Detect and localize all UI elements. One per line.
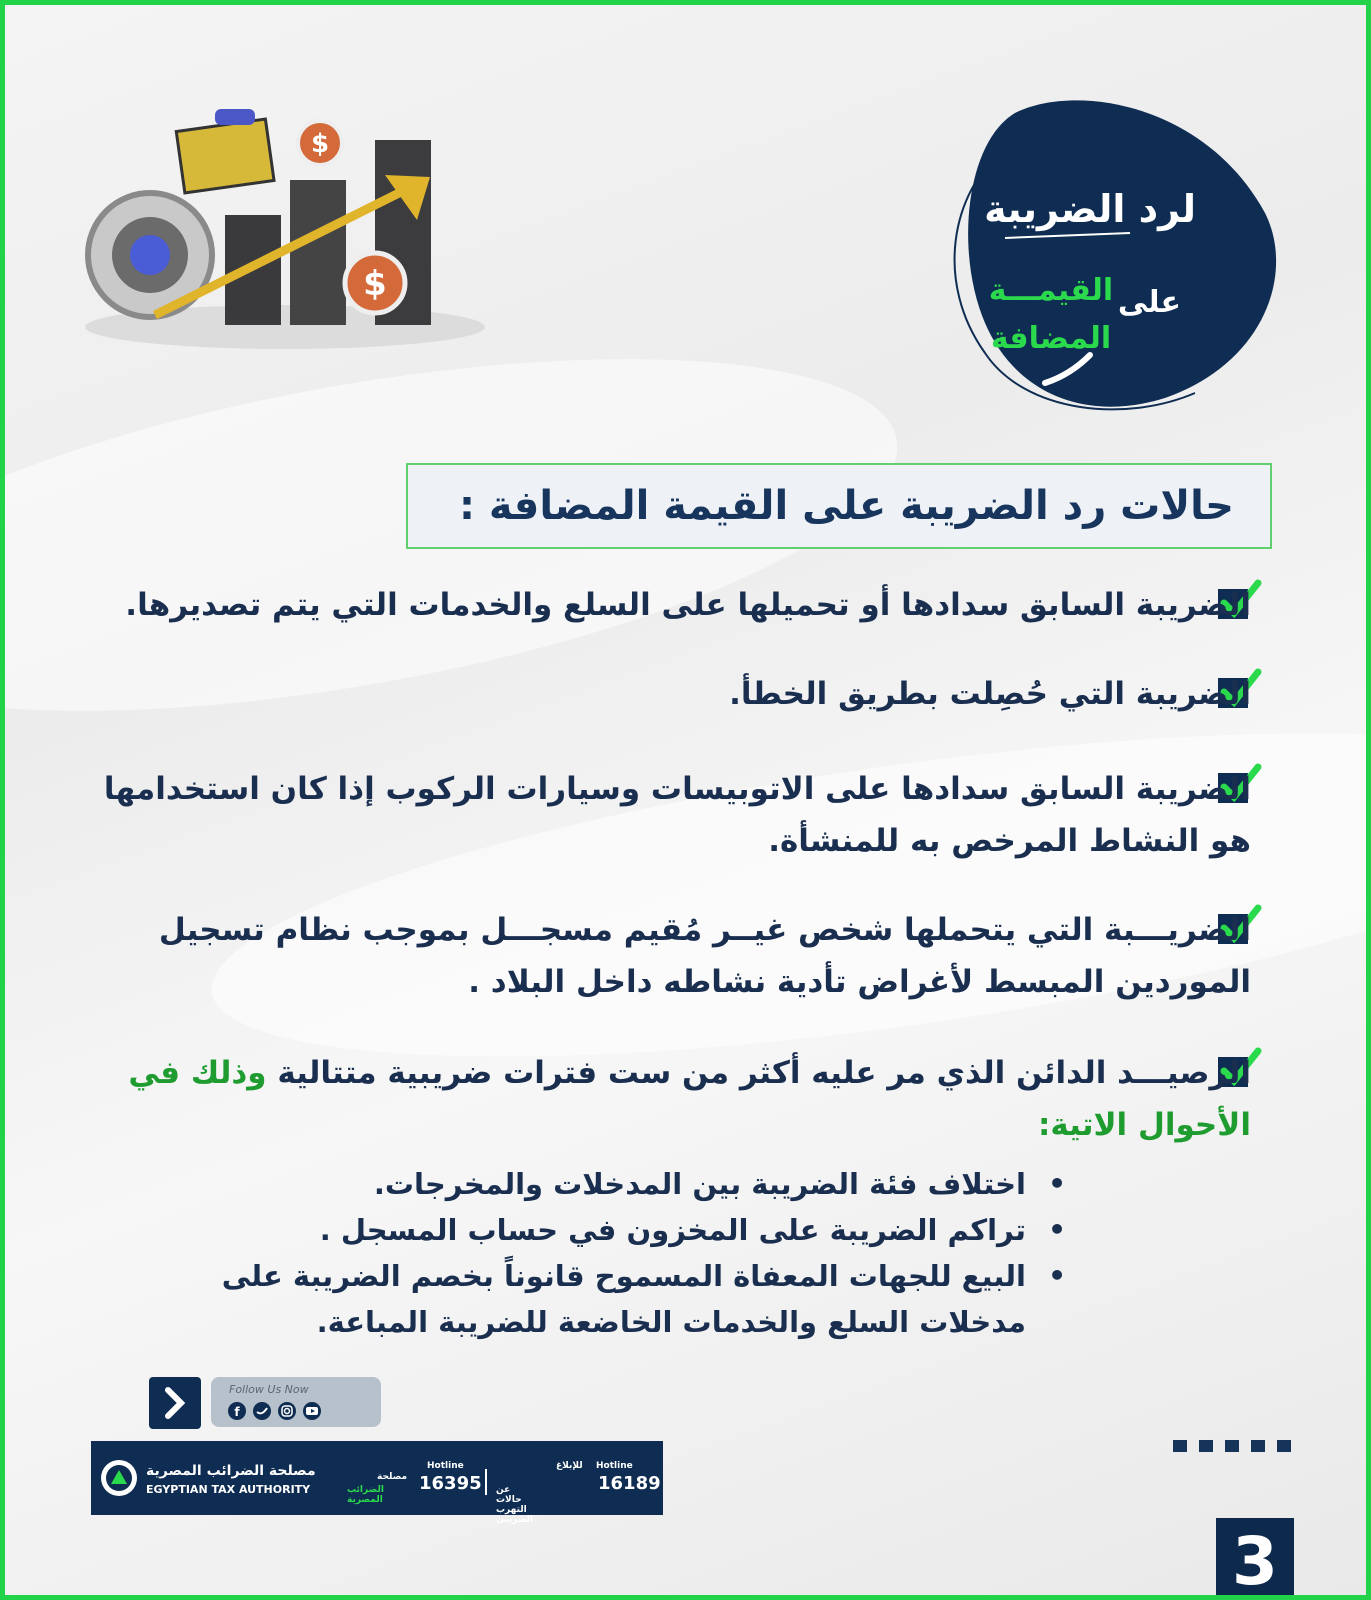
hotline-label: Hotline bbox=[596, 1461, 633, 1471]
youtube-icon[interactable] bbox=[303, 1402, 321, 1420]
svg-text:f: f bbox=[234, 1405, 240, 1419]
next-button[interactable] bbox=[149, 1377, 201, 1429]
list-item: الضريبة السابق سدادها أو تحميلها على السلع والخدمات التي يتم تصديرها. bbox=[125, 587, 1251, 623]
dot bbox=[1225, 1440, 1239, 1452]
page-number: 3 bbox=[1216, 1518, 1294, 1600]
social-icons bbox=[227, 1401, 327, 1421]
hotline-sub: مصلحة bbox=[377, 1472, 408, 1482]
list-item-text: الرصيـــد الدائن الذي مر عليه أكثر من ست فترات ضريبية متتالية bbox=[277, 1055, 1251, 1091]
chevron-right-icon bbox=[149, 1377, 201, 1429]
business-growth-illustration bbox=[85, 95, 505, 355]
follow-us-box bbox=[211, 1377, 381, 1427]
dot bbox=[1277, 1440, 1291, 1452]
dot bbox=[1173, 1440, 1187, 1452]
list-item bbox=[87, 1047, 1251, 1151]
authority-name-ar: مصلحة الضرائب المصرية bbox=[146, 1463, 316, 1479]
badge-subtitle-line1: القيمـــة bbox=[988, 273, 1114, 308]
hotline-label: Hotline bbox=[427, 1461, 464, 1471]
instagram-icon[interactable] bbox=[278, 1402, 296, 1420]
dot bbox=[1251, 1440, 1265, 1452]
tax-authority-logo bbox=[99, 1458, 139, 1498]
sub-bullet-list bbox=[135, 1161, 1066, 1345]
hotline-sub: عن حالات التهرب الضريبي bbox=[496, 1485, 534, 1525]
bullet-item: • البيع للجهات المعفاة المسموح قانوناً بخصم الضريبة على مدخلات السلع والخدمات الخاضعة للضريبة المباعة. bbox=[135, 1253, 1066, 1345]
section-heading bbox=[406, 463, 1272, 549]
dot bbox=[1199, 1440, 1213, 1452]
section-heading-text: حالات رد الضريبة على القيمة المضافة : bbox=[458, 483, 1234, 529]
divider bbox=[485, 1469, 487, 1495]
footer-bar bbox=[91, 1441, 663, 1525]
list-item-highlight: وذلك في الأحوال الاتية: bbox=[128, 1055, 1251, 1143]
authority-name-en: EGYPTIAN TAX AUTHORITY bbox=[146, 1483, 311, 1496]
facebook-icon[interactable] bbox=[228, 1402, 246, 1420]
badge-title: لرد الضريبة bbox=[984, 187, 1196, 231]
hotline-sub: الضرائب المصرية bbox=[347, 1485, 384, 1505]
svg-text:$: $ bbox=[310, 129, 330, 159]
hotline-number: 16189 bbox=[598, 1473, 661, 1494]
hotline-number: 16395 bbox=[419, 1473, 482, 1494]
twitter-icon[interactable] bbox=[253, 1402, 271, 1420]
hotline-sub: للإبلاغ bbox=[556, 1461, 583, 1471]
badge-subtitle-line2: المضافة bbox=[990, 321, 1112, 356]
badge-shape bbox=[945, 93, 1295, 423]
list-item: الضريبة السابق سدادها على الاتوبيسات وسيارات الركوب إذا كان استخدامها هو النشاط المرخص به للمنشأة. bbox=[103, 771, 1251, 859]
pagination-dots bbox=[1173, 1437, 1303, 1456]
follow-us-label: Follow Us Now bbox=[229, 1383, 309, 1396]
badge-ala: على bbox=[1117, 285, 1181, 320]
badge-subtitle-green bbox=[981, 267, 1121, 363]
list-item: الضريبة التي حُصِلت بطريق الخطأ. bbox=[729, 676, 1251, 712]
bullet-item: • تراكم الضريبة على المخزون في حساب المسجل . bbox=[135, 1207, 1066, 1253]
list-item: الضريـــبة التي يتحملها شخص غيــر مُقيم مسجـــل بموجب نظام تسجيل الموردين المبسط لأغراض تأدية نشاطه داخل البلاد . bbox=[158, 912, 1251, 1000]
bullet-item: • اختلاف فئة الضريبة بين المدخلات والمخرجات. bbox=[135, 1161, 1066, 1207]
svg-text:$: $ bbox=[363, 264, 387, 304]
